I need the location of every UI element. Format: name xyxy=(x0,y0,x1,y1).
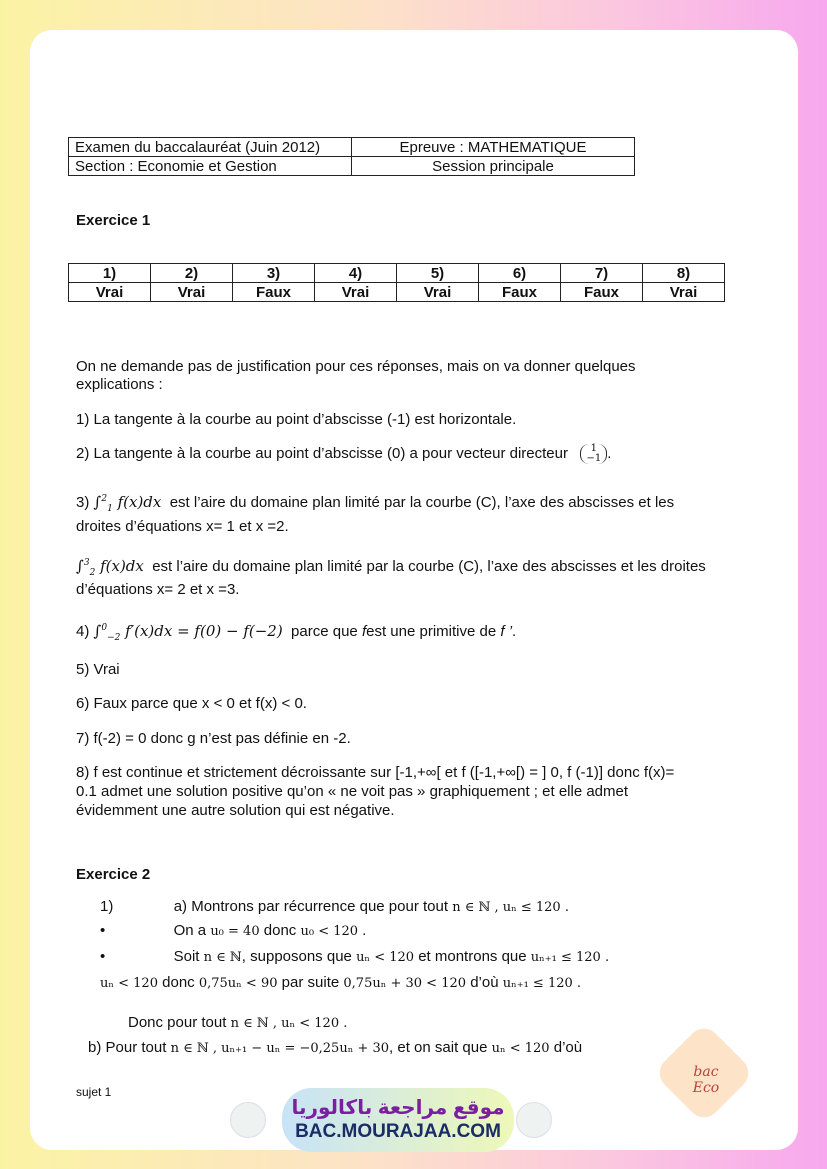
answer-number: 6) xyxy=(479,264,561,283)
intro-line-1: On ne demande pas de justification pour ces réponses, mais on va donner quelques xyxy=(76,358,636,375)
exercise-1-title: Exercice 1 xyxy=(76,212,151,229)
answers-table xyxy=(68,263,725,302)
bullet: • xyxy=(100,948,106,965)
answer-1-explanation: 1) La tangente à la courbe au point d’abscisse (-1) est horizontale. xyxy=(76,411,517,428)
answer-3b-line-1: ∫$^3_2$ f(x)dx est l’aire du domaine plan limité par la courbe (C), l’axe des abscisses et les droites xyxy=(76,557,706,578)
direction-vector: 1 −1 xyxy=(580,444,607,464)
session-label: Session principale xyxy=(352,157,635,176)
answer-8-line-2: 0.1 admet une solution positive qu’on « ne voit pas » graphiquement ; et elle admet xyxy=(76,783,629,800)
answer-value: Faux xyxy=(479,283,561,302)
ex2-line-2: • On a u₀ = 40 donc u₀ < 120 . xyxy=(100,922,367,939)
ex2-line-1: 1) a) Montrons par récurrence que pour tout n ∈ ℕ , uₙ ≤ 120 . xyxy=(100,898,569,915)
answer-8-line-1: 8) f est continue et strictement décroissante sur [-1,+∞[ et f ([-1,+∞[) = ] 0, f (-1)] donc f(x)= xyxy=(76,764,675,781)
section-label: Section : Economie et Gestion xyxy=(69,157,352,176)
answer-number: 3) xyxy=(233,264,315,283)
answer-3-line-2: droites d’équations x= 1 et x =2. xyxy=(76,518,289,535)
intro-line-2: explications : xyxy=(76,376,163,393)
answer-value: Vrai xyxy=(151,283,233,302)
answer-3b-line-2: d’équations x= 2 et x =3. xyxy=(76,581,240,598)
answer-number: 1) xyxy=(69,264,151,283)
epreuve-label: Epreuve : MATHEMATIQUE xyxy=(352,138,635,157)
ex2-line-6: b) Pour tout n ∈ ℕ , uₙ₊₁ − uₙ = −0,25uₙ + 30, et on sait que uₙ < 120 d’où xyxy=(88,1039,583,1056)
integral-formula: ∫$^0_{-2}$ f′(x)dx = f(0) − f(−2) xyxy=(93,622,283,643)
site-badge-arabic: موقع مراجعة باكالوريا xyxy=(291,1097,505,1119)
answer-3-line-1: 3) ∫$^2_1$ f(x)dx est l’aire du domaine plan limité par la courbe (C), l’axe des abscisses et les xyxy=(76,493,675,514)
integral-1-2: ∫$^2_1$ f(x)dx xyxy=(93,493,162,514)
answers-numbers-row xyxy=(69,264,725,283)
answer-number: 4) xyxy=(315,264,397,283)
answer-value: Vrai xyxy=(643,283,725,302)
site-logo-icon xyxy=(516,1102,552,1138)
answer-6-explanation: 6) Faux parce que x < 0 et f(x) < 0. xyxy=(76,695,307,712)
answer-value: Faux xyxy=(233,283,315,302)
bullet: • xyxy=(100,922,106,939)
exam-title: Examen du baccalauréat (Juin 2012) xyxy=(69,138,352,157)
site-logo-icon xyxy=(230,1102,266,1138)
document-page xyxy=(30,30,798,1150)
answer-value: Vrai xyxy=(397,283,479,302)
integral-2-3: ∫$^3_2$ f(x)dx xyxy=(76,557,144,578)
answers-values-row xyxy=(69,283,725,302)
answer-value: Faux xyxy=(561,283,643,302)
ex2-line-5: Donc pour tout n ∈ ℕ , uₙ < 120 . xyxy=(128,1014,348,1031)
answer-number: 5) xyxy=(397,264,479,283)
answer-2-explanation: 2) La tangente à la courbe au point d’abscisse (0) a pour vecteur directeur 1 −1 . xyxy=(76,443,612,465)
answer-number: 8) xyxy=(643,264,725,283)
answer-number: 7) xyxy=(561,264,643,283)
exercise-2-title: Exercice 2 xyxy=(76,866,151,883)
answer-5-explanation: 5) Vrai xyxy=(76,661,120,678)
answer-8-line-3: évidemment une autre solution qui est négative. xyxy=(76,802,395,819)
answer-2-text: 2) La tangente à la courbe au point d’abscisse (0) a pour vecteur directeur xyxy=(76,445,568,462)
page-label: sujet 1 xyxy=(76,1085,112,1099)
answer-7-explanation: 7) f(-2) = 0 donc g n’est pas définie en -2. xyxy=(76,730,351,747)
answer-value: Vrai xyxy=(69,283,151,302)
site-badge-url: BAC.MOURAJAA.COM xyxy=(295,1121,501,1142)
ex2-line-4: uₙ < 120 donc 0,75uₙ < 90 par suite 0,75uₙ + 30 < 120 d’où uₙ₊₁ ≤ 120 . xyxy=(100,974,582,991)
ex2-line-3: • Soit n ∈ ℕ, supposons que uₙ < 120 et montrons que uₙ₊₁ ≤ 120 . xyxy=(100,948,610,965)
answer-number: 2) xyxy=(151,264,233,283)
answer-4-explanation: 4) ∫$^0_{-2}$ f′(x)dx = f(0) − f(−2) parce que fest une primitive de f ’. xyxy=(76,622,517,643)
answer-value: Vrai xyxy=(315,283,397,302)
bac-eco-logo-text: bac Eco xyxy=(692,1064,720,1096)
site-badge-link[interactable] xyxy=(282,1088,514,1152)
exam-header-table xyxy=(68,137,635,176)
